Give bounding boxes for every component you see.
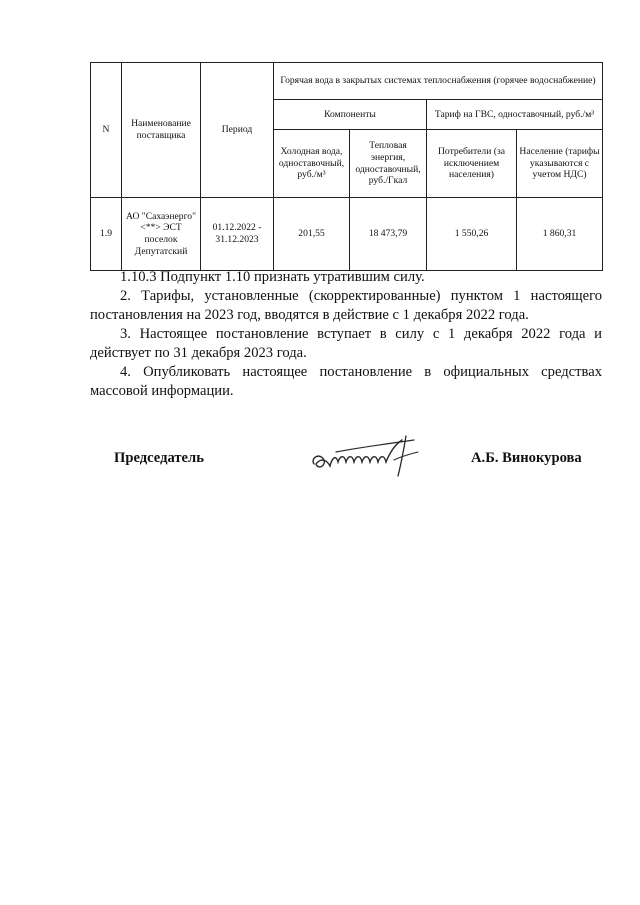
- header-supplier: Наименование поставщика: [122, 63, 201, 198]
- paragraph-2: 2. Тарифы, установленные (скорректированные) пунктом 1 настоящего постановления на 2023 год, вводятся в действие с 1 декабря 2022 года.: [90, 288, 602, 323]
- cell-heat-energy: 18 473,79: [350, 198, 427, 271]
- handwritten-signature: [306, 430, 426, 480]
- header-consumers: Потребители (за исключением населения): [427, 130, 517, 198]
- table-row: [91, 198, 603, 271]
- header-n: N: [91, 63, 122, 198]
- cell-supplier: АО "Сахаэнерго" <**> ЭСТ поселок Депутатский: [122, 198, 201, 271]
- header-cold-water: Холодная вода, одноставочный, руб./м³: [274, 130, 350, 198]
- cell-population: 1 860,31: [517, 198, 603, 271]
- paragraph-3: 3. Настоящее постановление вступает в силу с 1 декабря 2022 года и действует по 31 декабря 2023 года.: [90, 326, 602, 361]
- header-hot-water: Горячая вода в закрытых системах теплоснабжения (горячее водоснабжение): [274, 63, 603, 100]
- header-components: Компоненты: [274, 100, 427, 130]
- header-heat-energy: Тепловая энергия, одноставочный, руб./Гкал: [350, 130, 427, 198]
- header-tariff-gvs: Тариф на ГВС, одноставочный, руб./м³: [427, 100, 603, 130]
- tariff-table: [90, 62, 603, 271]
- cell-n: 1.9: [91, 198, 122, 271]
- cell-consumers: 1 550,26: [427, 198, 517, 271]
- paragraph-1-10-3: 1.10.3 Подпункт 1.10 признать утратившим силу.: [120, 269, 425, 285]
- header-period: Период: [201, 63, 274, 198]
- signatory-name: А.Б. Винокурова: [471, 450, 582, 466]
- paragraph-4: 4. Опубликовать настоящее постановление в официальных средствах массовой информации.: [90, 364, 602, 399]
- signatory-role: Председатель: [114, 450, 204, 466]
- cell-cold-water: 201,55: [274, 198, 350, 271]
- signature-block: [0, 430, 640, 490]
- cell-period: 01.12.2022 - 31.12.2023: [201, 198, 274, 271]
- header-population: Население (тарифы указываются с учетом НДС): [517, 130, 603, 198]
